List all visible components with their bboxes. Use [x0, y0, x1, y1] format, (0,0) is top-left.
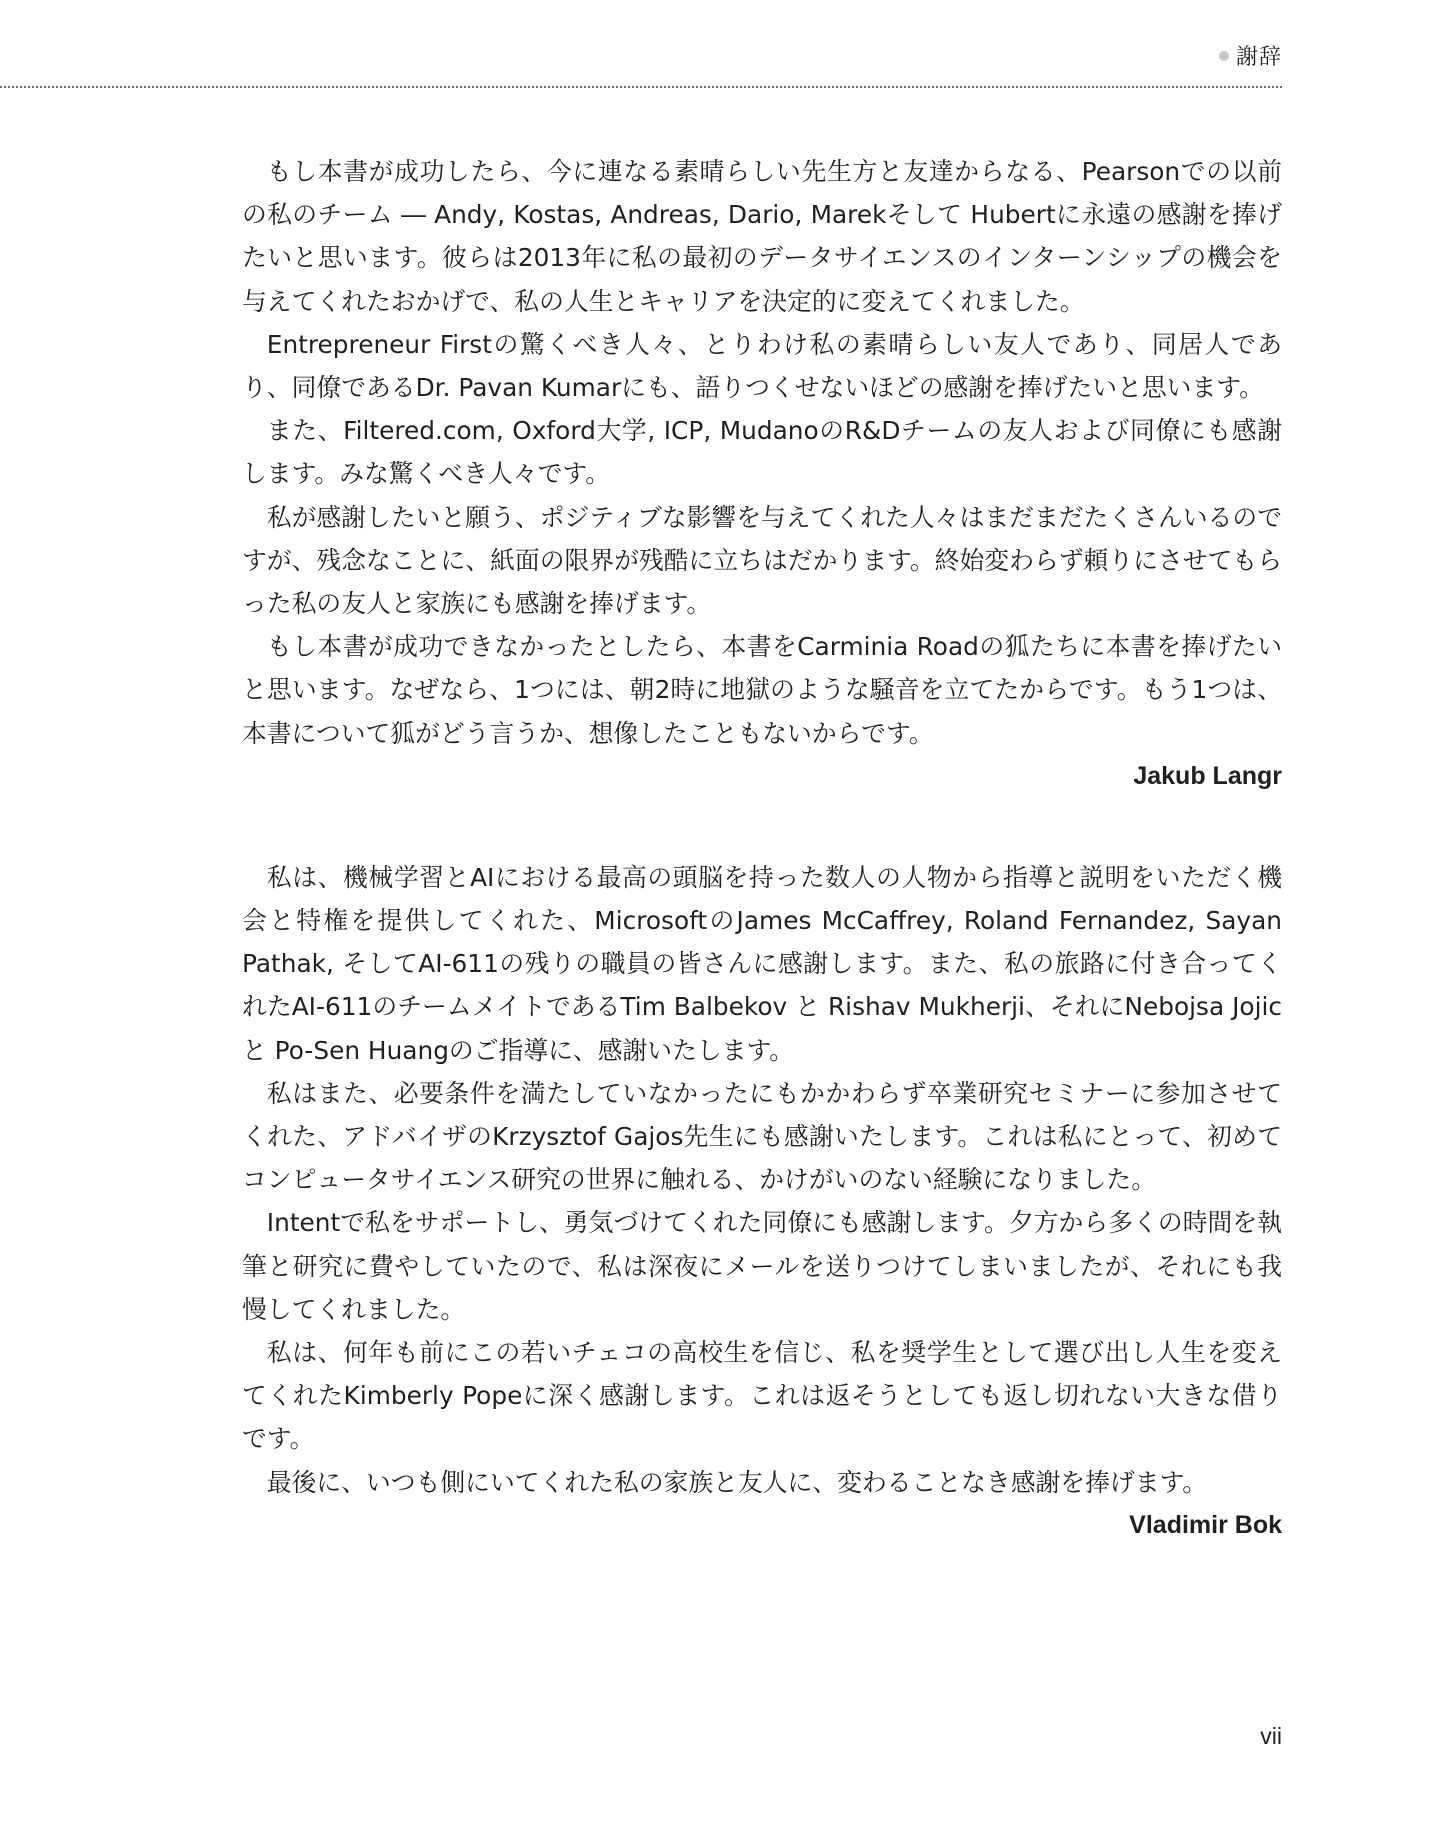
paragraph: 私は、機械学習とAIにおける最高の頭脳を持った数人の人物から指導と説明をいただく機会と特権を提供してくれた、MicrosoftのJames McCaffrey, Roland Fernandez, Sayan Pathak, そしてAI-611の残りの職員の皆さんに感謝します。また、私の旅路に付き合ってくれたAI-611のチームメイトであるTim Balbekov と Rishav Mukherji、それにNebojsa Jojic と Po-Sen Huangのご指導に、感謝いたします。 [242, 862, 1282, 1065]
paragraph: 私が感謝したいと願う、ポジティブな影響を与えてくれた人々はまだまだたくさんいるのですが、残念なことに、紙面の限界が残酷に立ちはだかります。終始変わらず頼りにさせてもらった私の友人と家族にも感謝を捧げます。 [242, 502, 1282, 619]
paragraph: 最後に、いつも側にいてくれた私の家族と友人に、変わることなき感謝を捧げます。 [266, 1467, 1208, 1497]
paragraph: Intentで私をサポートし、勇気づけてくれた同僚にも感謝します。夕方から多くの時間を執筆と研究に費やしていたので、私は深夜にメールを送りつけてしまいましたが、それにも我慢してくれました。 [242, 1208, 1282, 1324]
bullet-icon [1219, 51, 1229, 61]
paragraph: もし本書が成功できなかったとしたら、本書をCarminia Roadの狐たちに本書を捧げたいと思います。なぜなら、1つには、朝2時に地獄のような騒音を立てたからです。もう1つは、本書について狐がどう言うか、想像したこともないからです。 [242, 632, 1282, 748]
header-title-wrapper [1219, 44, 1282, 72]
paragraph: 私はまた、必要条件を満たしていなかったにもかかわらず卒業研究セミナーに参加させてくれた、アドバイザのKrzysztof Gajos先生にも感謝いたします。これは私にとって、初めてコンピュータサイエンス研究の世界に触れる、かけがいのない経験になりました。 [242, 1078, 1282, 1195]
chapter-title: 謝辞 [1235, 45, 1282, 70]
paragraph: また、Filtered.com, Oxford大学, ICP, MudanoのR&Dチームの友人および同僚にも感謝します。みな驚くべき人々です。 [242, 416, 1282, 489]
author-signature: Jakub Langr [1133, 761, 1282, 790]
paragraph: もし本書が成功したら、今に連なる素晴らしい先生方と友達からなる、Pearsonでの以前の私のチーム ― Andy, Kostas, Andreas, Dario, Marekそして Hubertに永遠の感謝を捧げたいと思います。彼らは2013年に私の最初のデータサイエンスのインターンシップの機会を与えてくれたおかげで、私の人生とキャリアを決定的に変えてくれました。 [242, 157, 1282, 316]
author-signature: Vladimir Bok [1129, 1510, 1282, 1539]
paragraph: Entrepreneur Firstの驚くべき人々、とりわけ私の素晴らしい友人であり、同居人であり、同僚であるDr. Pavan Kumarにも、語りつくせないほどの感謝を捧げたいと思います。 [242, 329, 1282, 403]
acknowledgements-body [242, 150, 1282, 1547]
acknowledgement-section-2 [242, 856, 1282, 1547]
section-spacer [242, 798, 1282, 856]
paragraph: 私は、何年も前にこの若いチェコの高校生を信じ、私を奨学生として選び出し人生を変えてくれたKimberly Popeに深く感謝します。これは返そうとしても返し切れない大きな借りです。 [242, 1338, 1282, 1454]
acknowledgement-section-1 [242, 150, 1282, 798]
running-header [0, 44, 1282, 84]
page-number: vii [1260, 1723, 1282, 1749]
header-dotted-rule [0, 86, 1282, 88]
